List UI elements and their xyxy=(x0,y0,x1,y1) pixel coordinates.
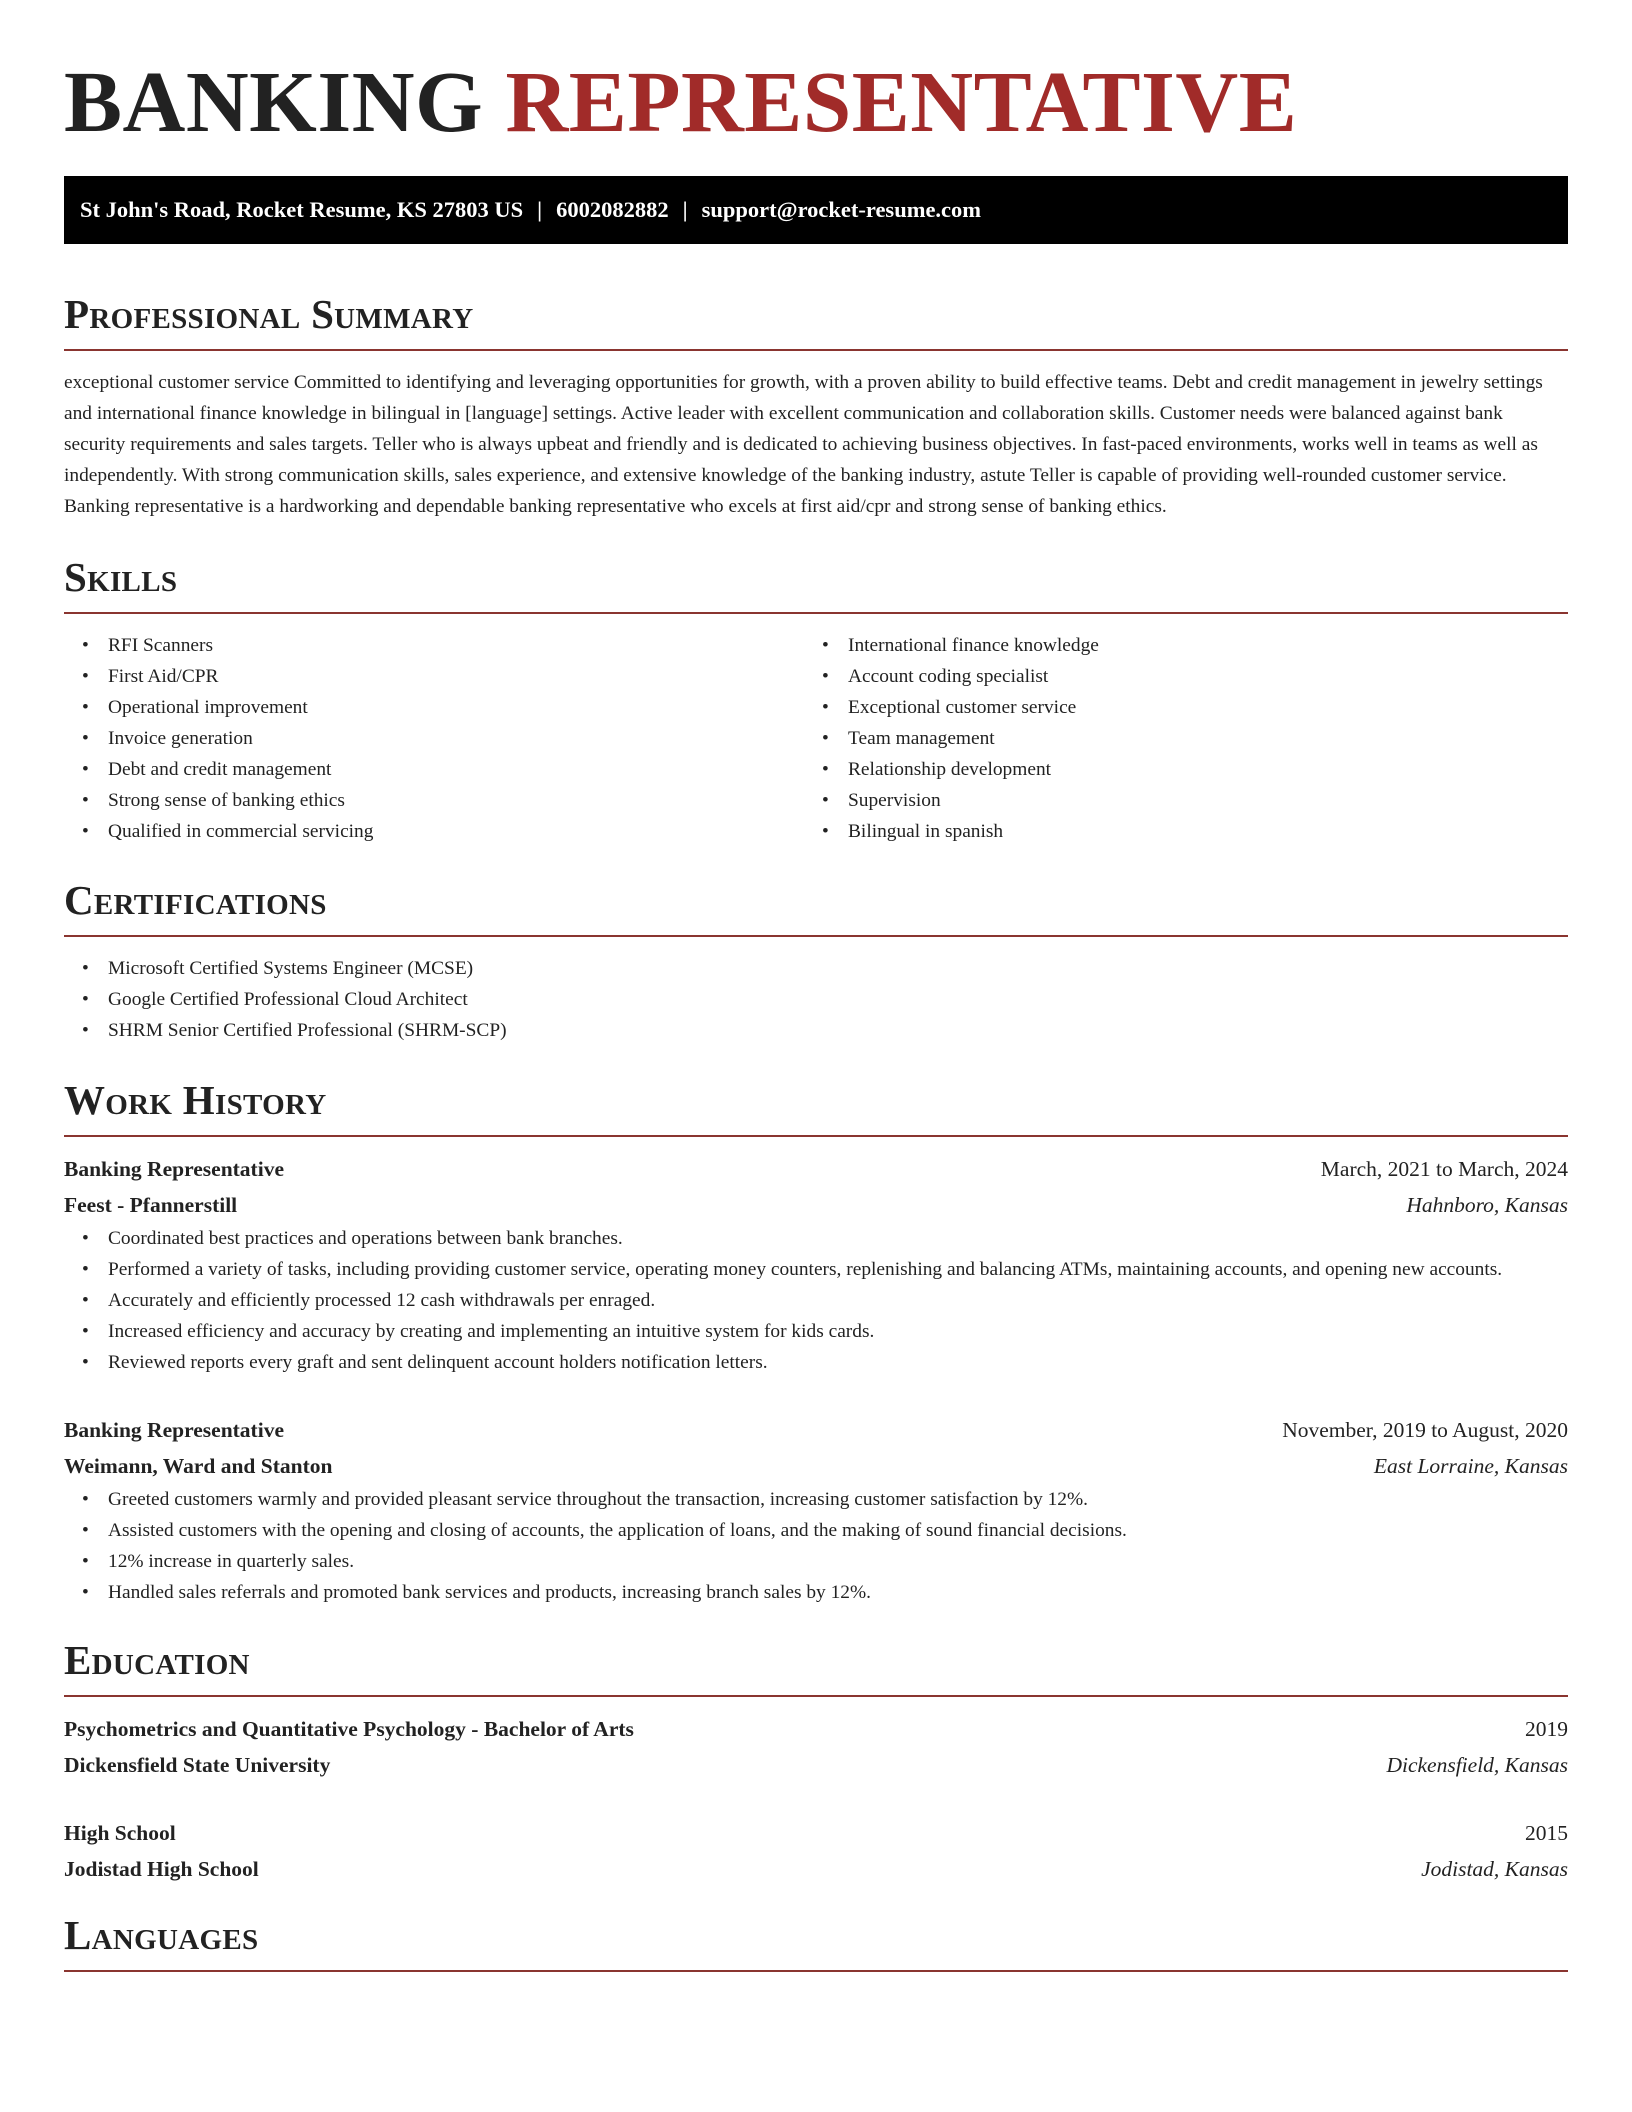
section-title-summary: Professional Summary xyxy=(64,291,474,337)
certification-item: • Google Certified Professional Cloud Architect xyxy=(64,984,1568,1015)
skill-item: • Relationship development xyxy=(804,754,1544,785)
job-dates: November, 2019 to August, 2020 xyxy=(1282,1418,1568,1442)
section-title-languages: Languages xyxy=(64,1912,259,1958)
skill-item: • Supervision xyxy=(804,785,1544,816)
job-bullet-list xyxy=(64,1223,1568,1378)
contact-bar xyxy=(64,176,1568,244)
job-company-row xyxy=(64,1187,1568,1223)
job-bullet: • Reviewed reports every graft and sent delinquent account holders notification letters. xyxy=(64,1347,1568,1378)
skill-item: • Qualified in commercial servicing xyxy=(64,816,804,847)
education-section xyxy=(64,1637,1568,1887)
resume-name xyxy=(64,0,1568,150)
contact-separator: | xyxy=(537,197,543,222)
skills-list-left xyxy=(64,630,804,847)
section-title-education: Education xyxy=(64,1637,250,1683)
section-divider xyxy=(64,1695,1568,1697)
skill-item: • RFI Scanners xyxy=(64,630,804,661)
education-year: 2015 xyxy=(1525,1821,1568,1845)
skill-item: • Operational improvement xyxy=(64,692,804,723)
skill-item: • Strong sense of banking ethics xyxy=(64,785,804,816)
section-divider xyxy=(64,349,1568,351)
contact-address: St John's Road, Rocket Resume, KS 27803 US xyxy=(80,197,524,222)
job-header-row xyxy=(64,1412,1568,1448)
job-dates: March, 2021 to March, 2024 xyxy=(1320,1157,1568,1181)
job-bullet: • Assisted customers with the opening and closing of accounts, the application of loans, and the making of sound financial decisions. xyxy=(64,1515,1568,1546)
section-title-skills: Skills xyxy=(64,554,178,600)
education-school: Dickensfield State University xyxy=(64,1753,331,1777)
job-bullet: • Performed a variety of tasks, including providing customer service, operating money counters, replenishing and balancing ATMs, maintaining accounts, and opening new accounts. xyxy=(64,1254,1568,1285)
education-location: Dickensfield, Kansas xyxy=(1386,1753,1568,1777)
skill-item: • Team management xyxy=(804,723,1544,754)
job-header-row xyxy=(64,1151,1568,1187)
section-title-work-history: Work History xyxy=(64,1077,327,1123)
contact-phone: 6002082882 xyxy=(556,197,669,222)
section-divider xyxy=(64,612,1568,614)
skills-grid xyxy=(64,630,1568,847)
skills-list-right xyxy=(804,630,1544,847)
section-divider xyxy=(64,1135,1568,1137)
education-degree-row xyxy=(64,1711,1568,1747)
summary-section xyxy=(64,291,1568,522)
skill-item: • Bilingual in spanish xyxy=(804,816,1544,847)
job-bullet: • Coordinated best practices and operations between bank branches. xyxy=(64,1223,1568,1254)
education-location: Jodistad, Kansas xyxy=(1421,1857,1568,1881)
skills-section xyxy=(64,554,1568,847)
education-degree-row xyxy=(64,1815,1568,1851)
job-entry xyxy=(64,1151,1568,1378)
job-role: Banking Representative xyxy=(64,1418,284,1442)
education-entry xyxy=(64,1815,1568,1887)
job-role: Banking Representative xyxy=(64,1157,284,1181)
job-company: Feest - Pfannerstill xyxy=(64,1193,238,1217)
certifications-section xyxy=(64,877,1568,1046)
skill-item: • Exceptional customer service xyxy=(804,692,1544,723)
education-school-row xyxy=(64,1747,1568,1783)
job-bullet: • Accurately and efficiently processed 12 cash withdrawals per enraged. xyxy=(64,1285,1568,1316)
education-degree: High School xyxy=(64,1821,176,1845)
education-school-row xyxy=(64,1851,1568,1887)
summary-text: exceptional customer service Committed to identifying and leveraging opportunities for growth, with a proven ability to build effective teams. Debt and credit management in jewelry settings and international finance knowledge in bilingual in [language] settings. Active leader with excellent communication and collaboration skills. Customer needs were balanced against bank security requirements and sales targets. Teller who is always upbeat and friendly and is dedicated to achieving business objectives. In fast-paced environments, works well in teams as well as independently. With strong communication skills, sales experience, and extensive knowledge of the banking industry, astute Teller is capable of providing well-rounded customer service. Banking representative is a hardworking and dependable banking representative who excels at first aid/cpr and strong sense of banking ethics. xyxy=(64,372,1543,517)
job-bullet: • Increased efficiency and accuracy by creating and implementing an intuitive system for kids cards. xyxy=(64,1316,1568,1347)
contact-email[interactable]: support@rocket-resume.com xyxy=(701,197,982,222)
job-location: East Lorraine, Kansas xyxy=(1373,1454,1568,1478)
name-last: REPRESENTATIVE xyxy=(505,53,1298,150)
job-location: Hahnboro, Kansas xyxy=(1406,1193,1568,1217)
skill-item: • First Aid/CPR xyxy=(64,661,804,692)
name-first: BANKING xyxy=(64,53,484,150)
job-bullet: • Handled sales referrals and promoted bank services and products, increasing branch sales by 12%. xyxy=(64,1577,1568,1608)
languages-section xyxy=(64,1912,1568,1972)
job-bullet: • Greeted customers warmly and provided pleasant service throughout the transaction, increasing customer satisfaction by 12%. xyxy=(64,1484,1568,1515)
certification-item: • SHRM Senior Certified Professional (SHRM-SCP) xyxy=(64,1015,1568,1046)
contact-separator: | xyxy=(682,197,688,222)
section-title-certifications: Certifications xyxy=(64,877,327,923)
skill-item: • Account coding specialist xyxy=(804,661,1544,692)
skill-item: • Debt and credit management xyxy=(64,754,804,785)
education-degree: Psychometrics and Quantitative Psychology - Bachelor of Arts xyxy=(64,1717,634,1741)
job-entry xyxy=(64,1412,1568,1608)
skill-item: • Invoice generation xyxy=(64,723,804,754)
section-divider xyxy=(64,1970,1568,1972)
job-company-row xyxy=(64,1448,1568,1484)
work-history-section xyxy=(64,1077,1568,1608)
job-company: Weimann, Ward and Stanton xyxy=(64,1454,333,1478)
section-divider xyxy=(64,935,1568,937)
certifications-list xyxy=(64,953,1568,1046)
education-year: 2019 xyxy=(1525,1717,1568,1741)
education-school: Jodistad High School xyxy=(64,1857,259,1881)
education-entry xyxy=(64,1711,1568,1783)
skill-item: • International finance knowledge xyxy=(804,630,1544,661)
job-bullet: • 12% increase in quarterly sales. xyxy=(64,1546,1568,1577)
job-bullet-list xyxy=(64,1484,1568,1608)
certification-item: • Microsoft Certified Systems Engineer (MCSE) xyxy=(64,953,1568,984)
